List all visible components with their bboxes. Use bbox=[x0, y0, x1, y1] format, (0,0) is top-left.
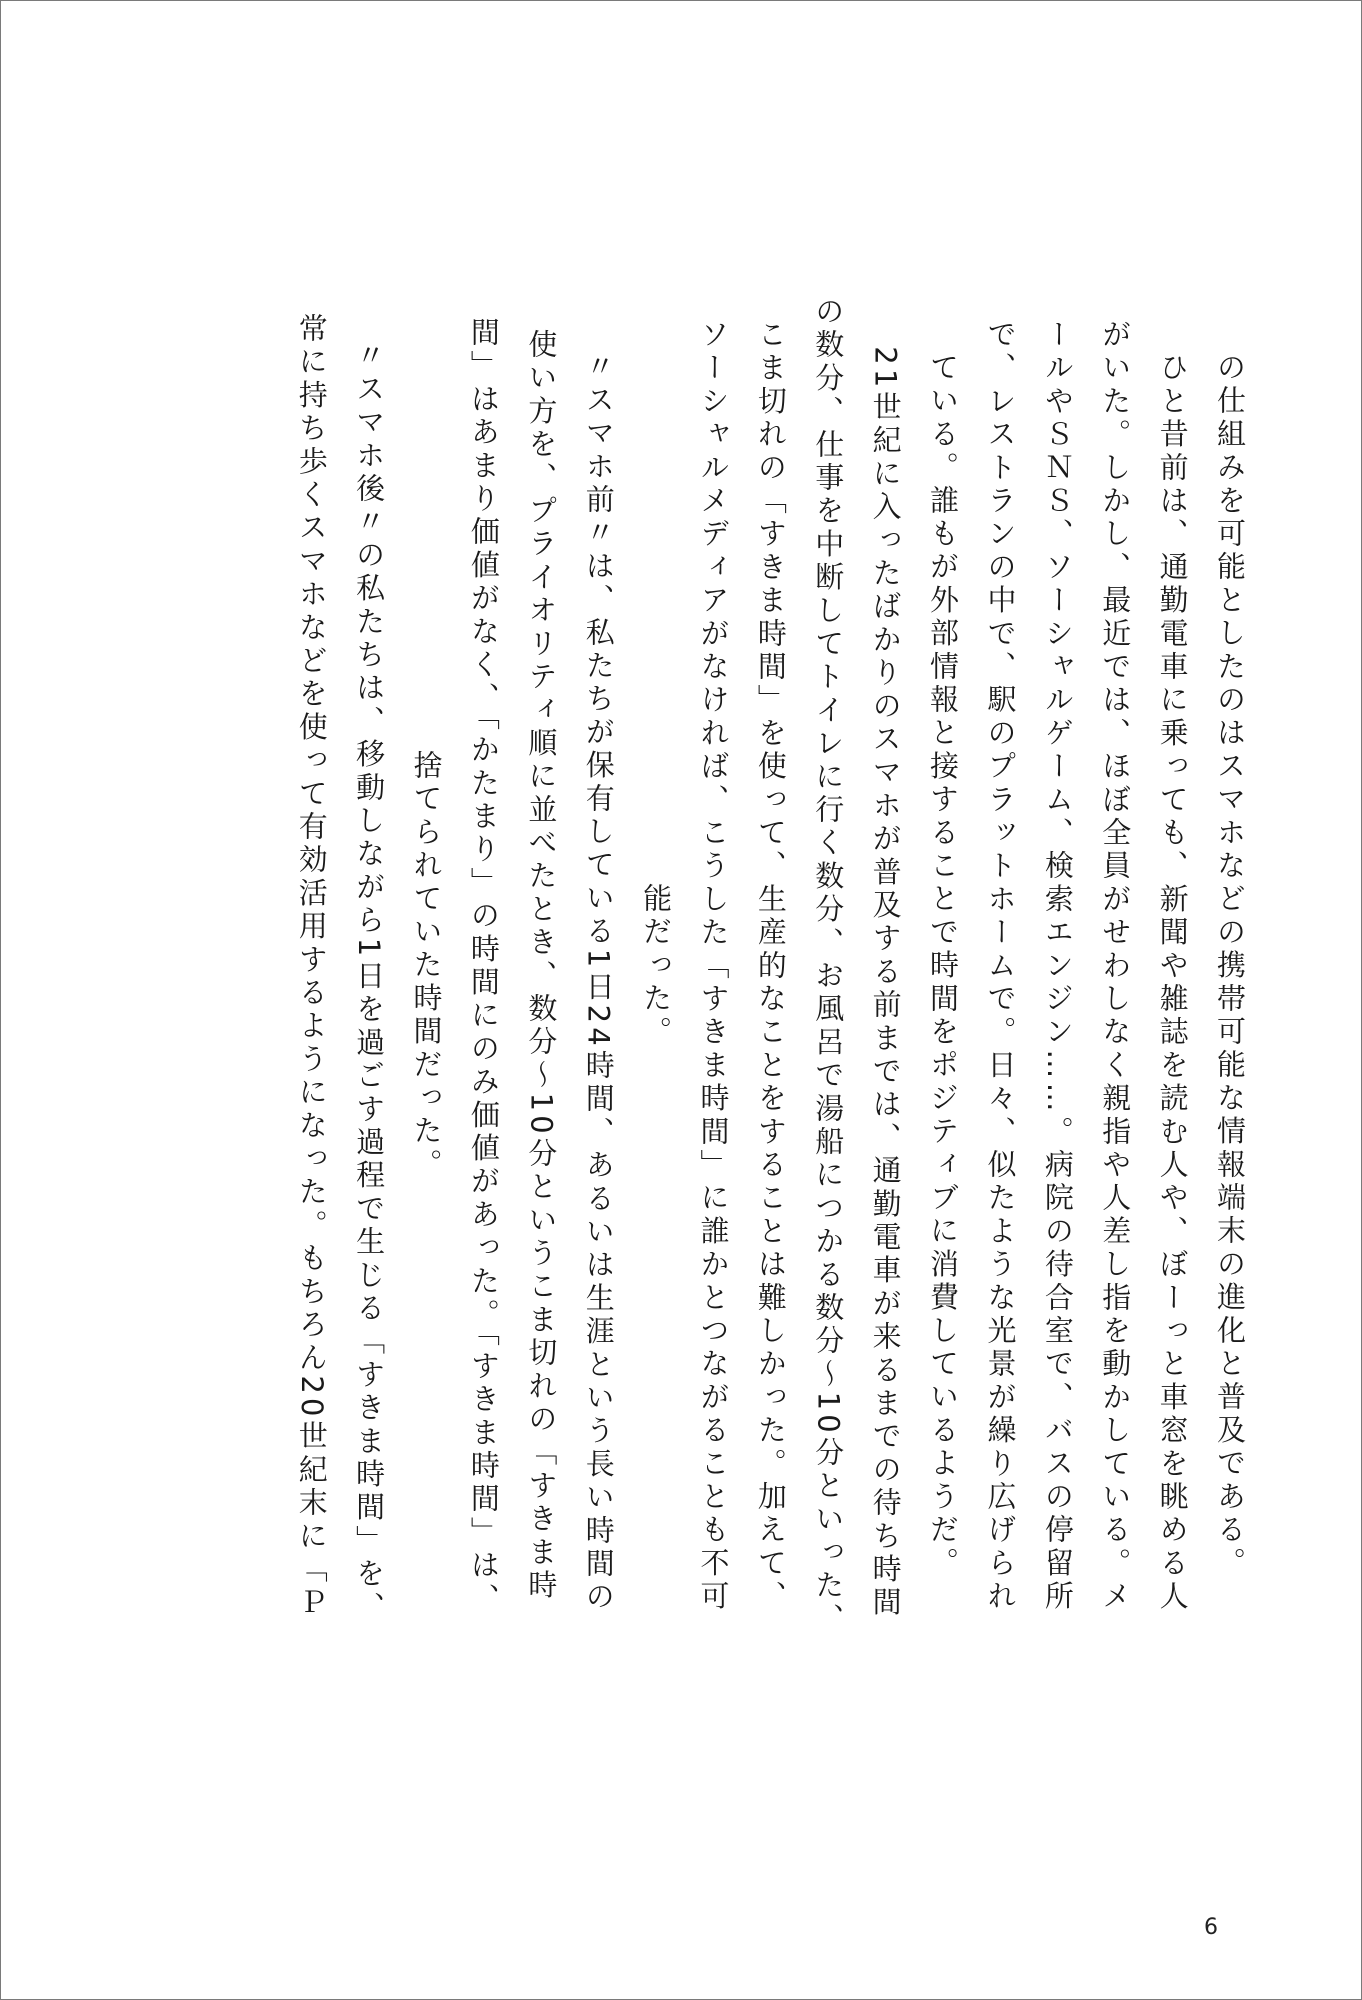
text-line-15: 捨てられていた時間だった。 bbox=[409, 750, 444, 1182]
text-line-3: がいた。しかし、最近では、ほぼ全員がせわしなく親指や人差し指を動かしている。メ bbox=[1098, 318, 1133, 1614]
text-line-11: 能だった。 bbox=[639, 883, 674, 1049]
text-line-8: の数分、仕事を中断してトイレに行く数分、お風呂で湯船につかる数分～10分といった、 bbox=[811, 295, 846, 1637]
text-line-4: ールやＳＮＳ、ソーシャルゲーム、検索エンジン……。病院の待合室で、バスの停留所 bbox=[1040, 318, 1075, 1614]
body-text bbox=[244, 283, 1247, 1649]
text-line-6: ている。誰もが外部情報と接することで時間をポジティブに消費しているようだ。 bbox=[926, 351, 961, 1581]
text-line-5: で、レストランの中で、駅のプラットホームで。日々、似たような光景が繰り広げられ bbox=[983, 318, 1018, 1614]
text-line-1: の仕組みを可能としたのはスマホなどの携帯可能な情報端末の進化と普及である。 bbox=[1213, 351, 1247, 1581]
text-line-13: 使い方を、プライオリティ順に並べたとき、数分～10分というこま切れの「すきま時 bbox=[524, 329, 559, 1603]
text-line-12: 〃スマホ前〃は、私たちが保有している1日24時間、あるいは生涯という長い時間の bbox=[581, 317, 616, 1615]
text-line-2: ひと昔前は、通勤電車に乗っても、新聞や雑誌を読む人や、ぼーっと車窓を眺める人 bbox=[1155, 318, 1190, 1614]
page-number: 6 bbox=[1204, 1915, 1218, 1940]
text-line-7: 21世紀に入ったばかりのスマホが普及する前までは、通勤電車が来るまでの待ち時間 bbox=[868, 312, 903, 1620]
text-line-16: 〃スマホ後〃の私たちは、移動しながら1日を過ごす過程で生じる「すきま時間」を、 bbox=[352, 307, 387, 1625]
text-line-9: こま切れの「すきま時間」を使って、生産的なことをすることは難しかった。加えて、 bbox=[753, 318, 788, 1614]
text-line-17: 常に持ち歩くスマホなどを使って有効活用するようになった。もちろん20世紀末に「Ｐ bbox=[294, 312, 329, 1620]
text-line-10: ソーシャルメディアがなければ、こうした「すきま時間」に誰かとつながることも不可 bbox=[696, 318, 731, 1614]
text-line-14: 間」はあまり価値がなく、「かたまり」の時間にのみ価値があった。「すきま時間」は、 bbox=[466, 316, 501, 1616]
